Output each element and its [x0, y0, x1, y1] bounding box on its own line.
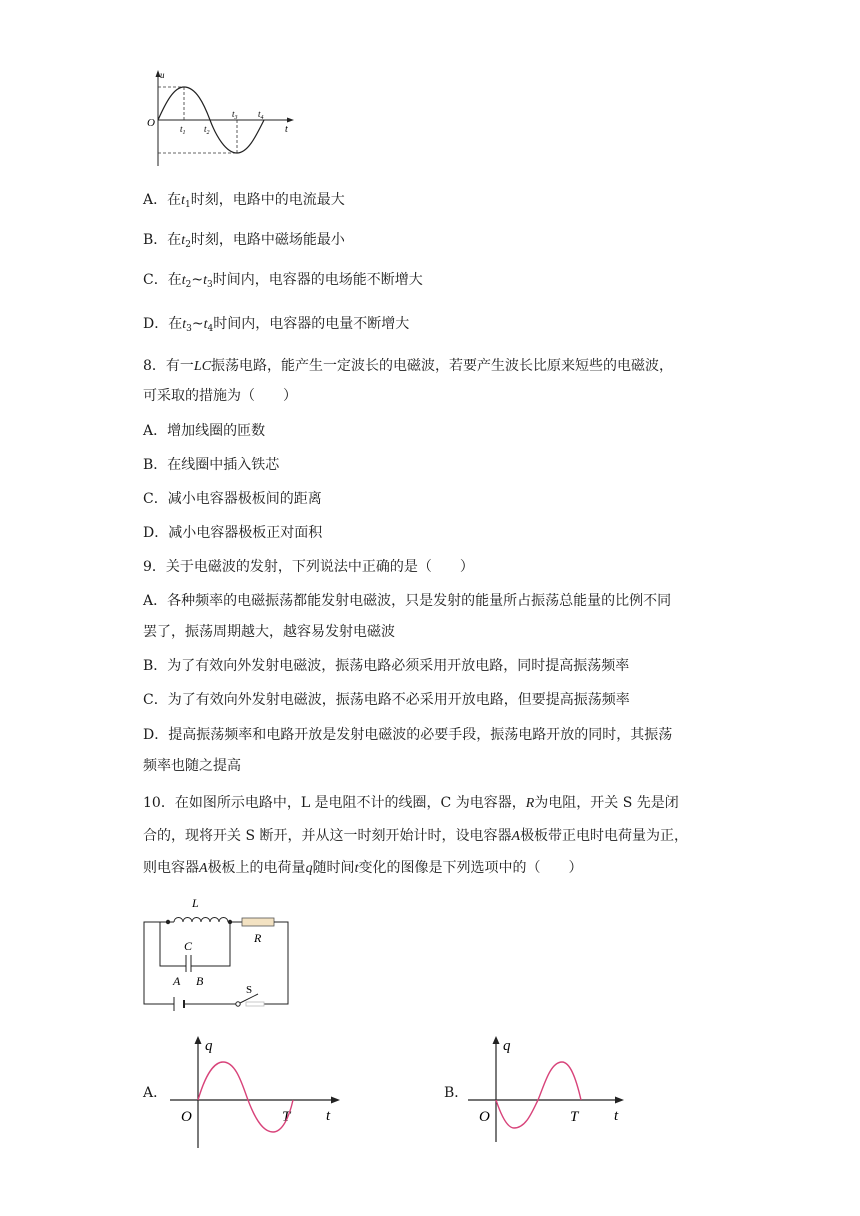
- option-b-curve: [496, 1062, 581, 1128]
- circuit-diagram: [140, 892, 300, 1012]
- q9-option-d-line1: D．提高振荡频率和电路开放是发射电磁波的必要手段，振荡电路开放的同时，其振荡: [143, 727, 673, 743]
- q7-option-a: A．在$t_1$时刻，电路中的电流最大: [143, 192, 345, 210]
- q8-option-b: B．在线圈中插入铁芯: [143, 457, 280, 473]
- q10-stem-line1: 10．在如图所示电路中，L 是电阻不计的线圈，C 为电容器，R为电阻，开关 S 先是闭: [143, 795, 679, 811]
- q8-stem-line2: 可采取的措施为（ ）: [143, 388, 297, 404]
- q9-option-a-line1: A．各种频率的电磁振荡都能发射电磁波，只是发射的能量所占振荡总能量的比例不同: [143, 593, 672, 609]
- option-a-curve: [198, 1062, 293, 1132]
- ut-graph-figure: [140, 66, 300, 170]
- ut-y-label: u: [160, 70, 165, 80]
- option-b-origin: O: [479, 1109, 490, 1125]
- ut-origin: O: [147, 117, 155, 129]
- switch-terminal: [236, 1002, 240, 1006]
- inductor-coil: [174, 918, 228, 923]
- q10-stem-line2: 合的，现将开关 S 断开，并从这一时刻开始计时，设电容器A极板带正电时电荷量为正，: [143, 828, 689, 844]
- resistor: [242, 918, 274, 926]
- q8-option-d: D．减小电容器极板正对面积: [143, 525, 323, 541]
- q7-option-b: B．在$t_2$时刻，电路中磁场能最小: [143, 232, 345, 250]
- q8-option-a: A．增加线圈的匝数: [143, 423, 266, 439]
- option-a-x-label: t: [326, 1108, 331, 1124]
- plate-a-label: A: [173, 974, 181, 988]
- q9-option-b: B．为了有效向外发射电磁波，振荡电路必须采用开放电路，同时提高振荡频率: [143, 658, 630, 674]
- option-b-x-label: t: [614, 1108, 619, 1124]
- ut-x-label: t: [285, 124, 288, 135]
- q8-option-c: C．减小电容器极板间的距离: [143, 491, 322, 507]
- option-a-origin: O: [181, 1109, 192, 1125]
- option-b-y-label: q: [503, 1038, 511, 1054]
- ut-t1-label: $t_1$: [180, 124, 186, 136]
- q7-option-c: C．在$t_2\sim t_3$时间内，电容器的电场能不断增大: [143, 272, 423, 290]
- q10-option-b-label: B．: [444, 1085, 469, 1101]
- q9-stem: 9．关于电磁波的发射，下列说法中正确的是（ ）: [143, 559, 474, 575]
- option-a-y-label: q: [205, 1038, 213, 1054]
- option-b-period: T: [570, 1109, 579, 1125]
- ut-t3-label: $t_3$: [232, 109, 238, 121]
- q7-option-d: D．在$t_3\sim t_4$时间内，电容器的电量不断增大: [143, 316, 410, 334]
- q8-stem-line1: 8．有一LC振荡电路，能产生一定波长的电磁波，若要产生波长比原来短些的电磁波，: [143, 358, 674, 374]
- resistor-label: R: [254, 931, 262, 945]
- q9-option-c: C．为了有效向外发射电磁波，振荡电路不必采用开放电路，但要提高振荡频率: [143, 692, 630, 708]
- option-a-period: T: [282, 1109, 291, 1125]
- q10-option-b-graph: [468, 1032, 648, 1144]
- q10-stem-line3: 则电容器A极板上的电荷量q随时间t变化的图像是下列选项中的（ ）: [143, 860, 583, 876]
- ut-t2-label: $t_2$: [204, 124, 210, 136]
- switch-label: S: [246, 984, 253, 996]
- ut-t4-label: $t_4$: [258, 109, 264, 121]
- q9-option-d-line2: 频率也随之提高: [143, 758, 241, 774]
- q9-option-a-line2: 罢了，振荡周期越大，越容易发射电磁波: [143, 624, 395, 640]
- plate-b-label: B: [196, 974, 204, 988]
- capacitor-label: C: [184, 939, 193, 953]
- q10-option-a-graph: [170, 1032, 350, 1150]
- q10-option-a-label: A．: [143, 1085, 168, 1101]
- inductor-label: L: [192, 896, 199, 910]
